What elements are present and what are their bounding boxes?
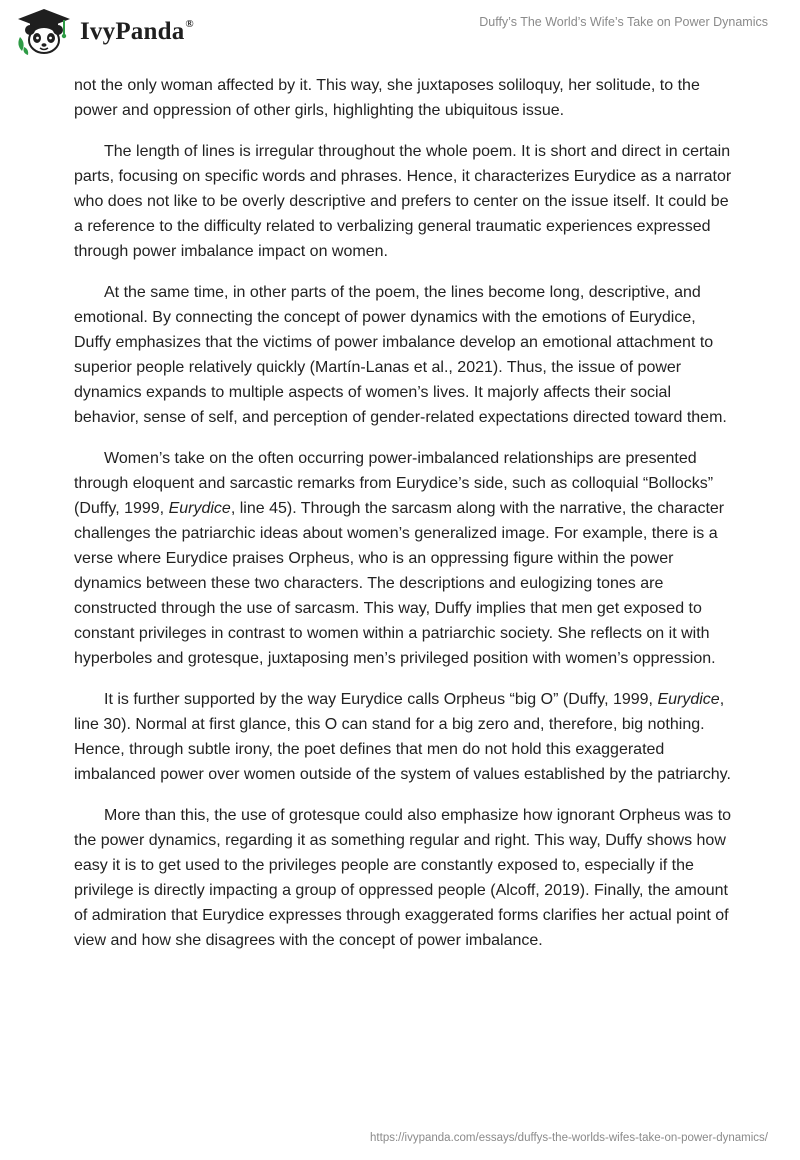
paragraph-text: not the only woman affected by it. This way, she juxtaposes soliloquy, her solitude, to the power and oppression of other girls, highlighting the ubiquitous issue.: [74, 77, 700, 119]
italic-title: Eurydice: [657, 691, 720, 708]
paragraph-text: Women’s take on the often occurring power-imbalanced relationships are presented through eloquent and sarcastic remarks from Eurydice’s side, such as colloquial “Bollocks” (Duffy, 1999,: [74, 450, 714, 517]
essay-paragraph: [74, 280, 734, 430]
paragraph-text: It is further supported by the way Eurydice calls Orpheus “big O” (Duffy, 1999,: [104, 691, 658, 708]
source-url[interactable]: https://ivypanda.com/essays/duffys-the-worlds-wifes-take-on-power-dynamics/: [370, 1132, 768, 1144]
paragraph-text: The length of lines is irregular throughout the whole poem. It is short and direct in certain parts, focusing on specific words and phrases. Hence, it characterizes Eurydice as a narrator who does not like to be overly descriptive and prefers to center on the issue itself. It could be a reference to the difficulty related to verbalizing general traumatic experiences expressed through power imbalance impact on women.: [74, 143, 732, 260]
essay-paragraph: [74, 139, 734, 264]
essay-paragraph: [74, 803, 734, 953]
essay-paragraph: [74, 446, 734, 671]
essay-body: [74, 73, 734, 969]
paragraph-text: , line 30). Normal at first glance, this O can stand for a big zero and, therefore, big nothing. Hence, through subtle irony, the poet defines that men do not hold this exaggerated imbalanced power over women outside of the system of values established by the patriarchy.: [74, 691, 731, 783]
essay-paragraph: [74, 73, 734, 123]
panda-graduation-cap-icon: [14, 7, 74, 57]
ivypanda-logo[interactable]: [14, 8, 194, 56]
paragraph-text: , line 45). Through the sarcasm along with the narrative, the character challenges the patriarchic ideas about women’s generalized image. For example, there is a verse where Eurydice praises Orpheus, who is an oppressing figure within the power dynamics between these two characters. The descriptions and eulogizing tones are constructed through the use of sarcasm. This way, Duffy implies that men get exposed to constant privileges in contrast to women within a patriarchic society. She reflects on it with hyperboles and grotesque, juxtaposing men’s privileged position with women’s oppression.: [74, 500, 725, 667]
document-title: Duffy’s The World’s Wife’s Take on Power Dynamics: [479, 15, 768, 29]
page-header: [0, 0, 800, 70]
paragraph-text: More than this, the use of grotesque could also emphasize how ignorant Orpheus was to the power dynamics, regarding it as something regular and right. This way, Duffy shows how easy it is to get used to the privileges people are constantly exposed to, especially if the privilege is directly impacting a group of oppressed people (Alcoff, 2019). Finally, the amount of admiration that Eurydice expresses through exaggerated forms clarifies her actual point of view and how she disagrees with the concept of power imbalance.: [74, 807, 732, 949]
essay-paragraph: [74, 687, 734, 787]
paragraph-text: At the same time, in other parts of the poem, the lines become long, descriptive, and emotional. By connecting the concept of power dynamics with the emotions of Eurydice, Duffy emphasizes that the victims of power imbalance develop an emotional attachment to superior people relatively quickly (Martín-Lanas et al., 2021). Thus, the issue of power dynamics expands to multiple aspects of women’s lives. It majorly affects their social behavior, sense of self, and perception of gender-related expectations directed toward them.: [74, 284, 727, 426]
italic-title: Eurydice: [168, 500, 231, 517]
registered-mark: ®: [185, 18, 194, 30]
brand-name: IvyPanda®: [80, 18, 194, 45]
